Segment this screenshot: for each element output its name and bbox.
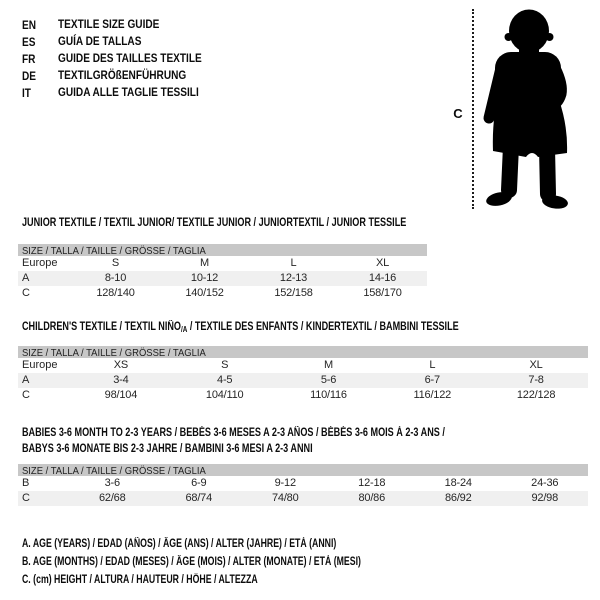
row-label: A	[22, 374, 30, 386]
table-cell: 5-6	[320, 374, 337, 386]
table-row	[18, 256, 427, 271]
table-cell: 24-36	[531, 477, 559, 489]
table-cell: XL	[375, 257, 390, 269]
table-header: SIZE / TALLA / TAILLE / GRÖSSE / TAGLIA	[18, 244, 427, 256]
babies-section-title-line2: BABYS 3-6 MONATE BIS 2-3 JAHRE / BAMBINI 3-6 MESI A 2-3 ANNI	[22, 443, 313, 455]
children-size-table	[18, 346, 588, 403]
table-cell: 158/170	[363, 287, 402, 299]
language-title-list	[22, 16, 229, 101]
table-cell: 3-6	[104, 477, 120, 489]
table-cell: 74/80	[271, 492, 299, 504]
babies-size-table	[18, 464, 588, 506]
table-cell: 10-12	[190, 272, 219, 284]
language-row	[22, 67, 229, 84]
table-cell: 152/158	[274, 287, 313, 299]
table-cell: L	[429, 359, 436, 371]
table-cell: 80/86	[358, 492, 386, 504]
table-row	[18, 373, 588, 388]
babies-section-title-line1: BABIES 3-6 MONTH TO 2-3 YEARS / BEBÉS 3-6 MESES A 2-3 AÑOS / BÉBÉS 3-6 MOIS À 2-3 ANS /	[22, 427, 445, 439]
footnote-a: A. AGE (YEARS) / EDAD (AÑOS) / ÂGE (ANS) / ALTER (JAHRE) / ETÀ (ANNI)	[22, 538, 337, 550]
footnotes	[22, 534, 468, 588]
table-cell: 140/152	[185, 287, 224, 299]
table-header: SIZE / TALLA / TAILLE / GRÖSSE / TAGLIA	[18, 464, 588, 476]
row-label: Europe	[22, 359, 58, 371]
language-title: GUIDA ALLE TAGLIE TESSILI	[58, 85, 199, 99]
table-row	[18, 476, 588, 491]
language-title: TEXTILE SIZE GUIDE	[58, 17, 160, 31]
table-row	[18, 286, 427, 301]
table-cell: 14-16	[368, 272, 397, 284]
language-code: EN	[22, 18, 37, 32]
table-cell: 4-5	[217, 374, 233, 386]
row-label: C	[22, 492, 30, 504]
table-cell: 12-18	[358, 477, 386, 489]
language-code: DE	[22, 69, 37, 83]
row-label: C	[22, 389, 30, 401]
children-section-title: CHILDREN'S TEXTILE / TEXTIL $NIÑO_{/A}$ / TEXTILE DES ENFANTS / KINDERTEXTIL / BAMBINI TESSILE	[22, 321, 459, 334]
language-row	[22, 16, 229, 33]
height-measure-label: C	[453, 106, 463, 121]
language-title: TEXTILGRÖßENFÜHRUNG	[58, 68, 187, 82]
language-code: FR	[22, 52, 36, 66]
table-cell: M	[200, 257, 209, 269]
table-row	[18, 388, 588, 403]
language-row	[22, 50, 229, 67]
table-cell: 62/68	[98, 492, 126, 504]
table-cell: XS	[113, 359, 129, 371]
table-cell: S	[111, 257, 120, 269]
row-label: A	[22, 272, 30, 284]
table-cell: 116/122	[413, 389, 452, 401]
table-cell: 68/74	[185, 492, 213, 504]
table-header: SIZE / TALLA / TAILLE / GRÖSSE / TAGLIA	[18, 346, 588, 358]
table-cell: 128/140	[96, 287, 135, 299]
table-row	[18, 358, 588, 373]
row-label: Europe	[22, 257, 58, 269]
table-cell: XL	[529, 359, 543, 371]
table-row	[18, 271, 427, 286]
title-subscript: /A	[180, 325, 188, 334]
footnote-c: C. (cm) HEIGHT / ALTURA / HAUTEUR / HÖHE / ALTEZZA	[22, 574, 258, 586]
language-code: IT	[22, 86, 31, 100]
table-cell: 92/98	[531, 492, 559, 504]
language-title: GUÍA DE TALLAS	[58, 34, 142, 48]
language-code: ES	[22, 35, 36, 49]
table-cell: M	[324, 359, 333, 371]
footnote-b: B. AGE (MONTHS) / EDAD (MESES) / ÂGE (MOIS) / ALTER (MONATE) / ETÀ (MESI)	[22, 556, 361, 568]
height-measure-line	[472, 9, 474, 209]
row-label: C	[22, 287, 30, 299]
table-cell: 110/116	[310, 389, 347, 401]
language-row	[22, 84, 229, 101]
table-cell: 3-4	[113, 374, 129, 386]
table-cell: 122/128	[516, 389, 556, 401]
junior-section-title: JUNIOR TEXTILE / TEXTIL JUNIOR/ TEXTILE JUNIOR / JUNIORTEXTIL / JUNIOR TESSILE	[22, 217, 407, 229]
table-cell: L	[290, 257, 297, 269]
language-row	[22, 33, 229, 50]
table-cell: 6-7	[424, 374, 440, 386]
table-cell: 104/110	[205, 389, 244, 401]
table-cell: 9-12	[274, 477, 296, 489]
table-cell: S	[221, 359, 229, 371]
table-row	[18, 491, 588, 506]
table-cell: 8-10	[104, 272, 127, 284]
table-cell: 7-8	[528, 374, 544, 386]
row-label: B	[22, 477, 30, 489]
baby-silhouette-icon	[476, 6, 576, 210]
table-cell: 86/92	[444, 492, 472, 504]
junior-size-table	[18, 244, 427, 301]
language-title: GUIDE DES TAILLES TEXTILE	[58, 51, 202, 65]
table-cell: 6-9	[191, 477, 207, 489]
table-cell: 98/104	[104, 389, 138, 401]
table-cell: 12-13	[279, 272, 308, 284]
table-cell: 18-24	[444, 477, 472, 489]
